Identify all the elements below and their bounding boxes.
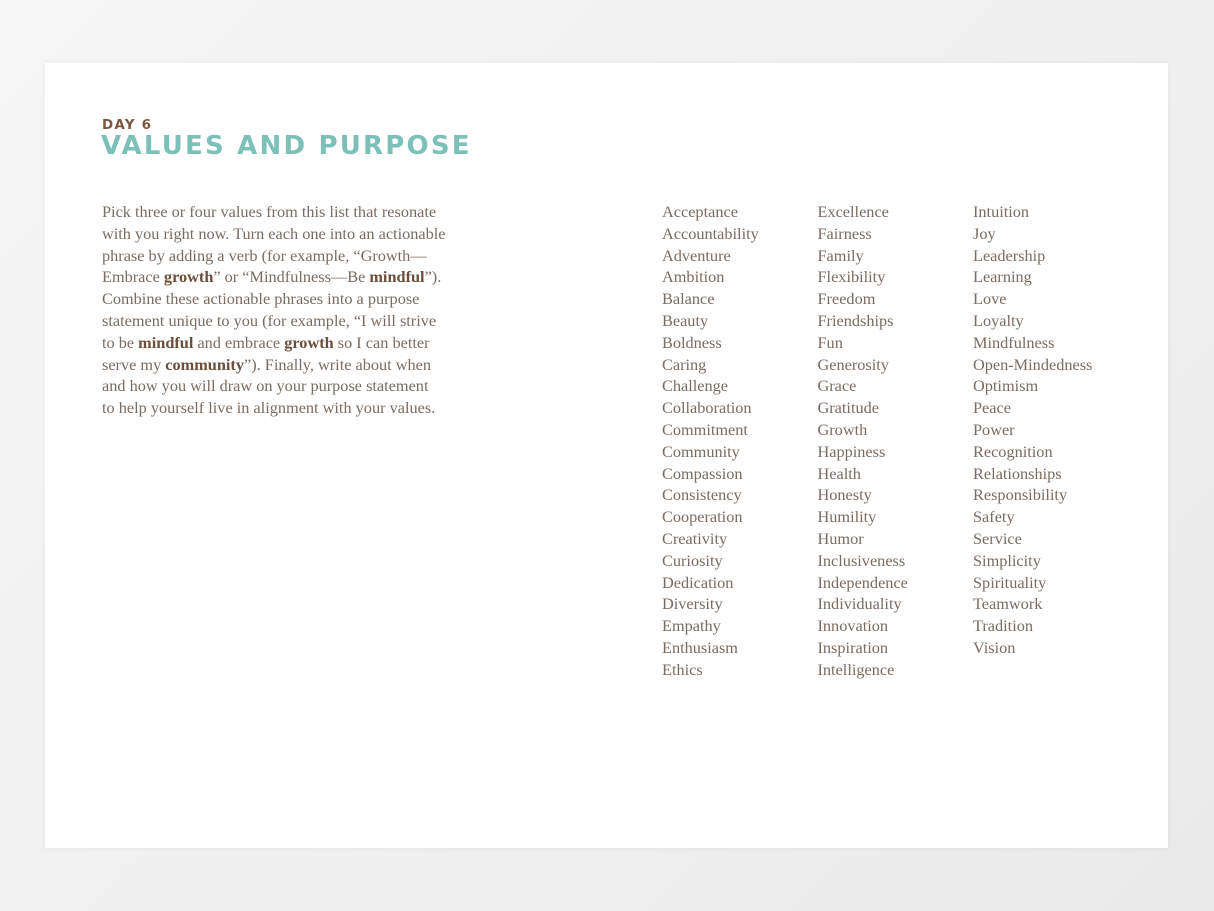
emphasized-word: growth bbox=[284, 332, 334, 352]
text-segment: Combine these actionable phrases into a purpose bbox=[102, 289, 420, 309]
instructions-line bbox=[102, 310, 492, 332]
value-item: Community bbox=[662, 441, 740, 461]
value-item: Compassion bbox=[662, 463, 743, 483]
value-item: Challenge bbox=[662, 376, 729, 396]
value-item: Caring bbox=[662, 354, 707, 374]
value-item: Joy bbox=[973, 223, 996, 243]
value-item: Service bbox=[973, 528, 1022, 548]
instructions-paragraph bbox=[102, 201, 492, 419]
value-item: Responsibility bbox=[973, 485, 1068, 505]
value-item: Creativity bbox=[662, 528, 728, 548]
text-segment: serve my bbox=[102, 354, 166, 374]
value-item: Humor bbox=[817, 528, 864, 548]
emphasized-word: community bbox=[165, 354, 244, 374]
values-column-2 bbox=[818, 201, 974, 681]
value-item: Individuality bbox=[817, 594, 902, 614]
value-item: Optimism bbox=[973, 376, 1039, 396]
values-column-1 bbox=[662, 201, 818, 681]
value-item: Tradition bbox=[973, 616, 1034, 636]
value-item: Honesty bbox=[817, 485, 872, 505]
value-item: Loyalty bbox=[973, 310, 1024, 330]
text-segment: and embrace bbox=[193, 332, 285, 352]
value-item: Beauty bbox=[662, 310, 709, 330]
value-item: Dedication bbox=[662, 572, 734, 592]
value-item: Fairness bbox=[817, 223, 872, 243]
text-segment: phrase by adding a verb (for example, “Growth— bbox=[102, 245, 427, 265]
value-item: Consistency bbox=[662, 485, 742, 505]
value-item: Relationships bbox=[973, 463, 1062, 483]
value-item: Freedom bbox=[817, 289, 876, 309]
text-segment: to be bbox=[102, 332, 139, 352]
emphasized-word: mindful bbox=[369, 267, 425, 287]
value-item: Acceptance bbox=[662, 202, 738, 221]
value-item: Spirituality bbox=[973, 572, 1047, 592]
text-segment: ”). Finally, write about when bbox=[243, 354, 432, 374]
value-item: Boldness bbox=[662, 332, 722, 352]
day-label: DAY 6 bbox=[102, 117, 153, 133]
instructions-line bbox=[102, 223, 492, 245]
value-item: Enthusiasm bbox=[662, 637, 738, 657]
emphasized-word: growth bbox=[163, 267, 214, 287]
value-item: Intuition bbox=[973, 202, 1030, 221]
value-item: Happiness bbox=[817, 441, 886, 461]
value-item: Ethics bbox=[662, 659, 703, 679]
value-item: Recognition bbox=[973, 441, 1053, 461]
value-item: Accountability bbox=[662, 223, 759, 243]
value-item: Leadership bbox=[973, 245, 1046, 265]
value-item: Teamwork bbox=[973, 594, 1043, 614]
value-item: Diversity bbox=[662, 594, 723, 614]
value-item: Inspiration bbox=[817, 637, 889, 657]
text-segment: with you right now. Turn each one into an actionable bbox=[102, 223, 446, 243]
text-segment: statement unique to you (for example, “I will strive bbox=[102, 310, 437, 330]
value-item: Family bbox=[817, 245, 864, 265]
value-item: Excellence bbox=[817, 202, 889, 221]
value-item: Commitment bbox=[662, 419, 748, 439]
value-item: Intelligence bbox=[817, 659, 895, 679]
values-column-3 bbox=[973, 201, 1129, 681]
value-item: Cooperation bbox=[662, 507, 743, 527]
value-item: Humility bbox=[817, 507, 877, 527]
values-list bbox=[662, 201, 1129, 681]
text-segment: Embrace bbox=[102, 267, 164, 287]
value-item: Balance bbox=[662, 289, 715, 309]
value-item: Friendships bbox=[817, 310, 894, 330]
value-item: Love bbox=[973, 289, 1007, 309]
value-item: Fun bbox=[817, 332, 843, 352]
value-item: Growth bbox=[817, 419, 868, 439]
value-item: Simplicity bbox=[973, 550, 1041, 570]
value-item: Mindfulness bbox=[973, 332, 1055, 352]
value-item: Collaboration bbox=[662, 398, 752, 418]
value-item: Ambition bbox=[662, 267, 725, 287]
instructions-line bbox=[102, 288, 492, 310]
value-item: Adventure bbox=[662, 245, 731, 265]
value-item: Safety bbox=[973, 507, 1015, 527]
instructions-line bbox=[102, 332, 492, 354]
instructions-line bbox=[102, 201, 492, 223]
value-item: Open-Mindedness bbox=[973, 354, 1093, 374]
value-item: Flexibility bbox=[817, 267, 886, 287]
value-item: Gratitude bbox=[817, 398, 879, 418]
value-item: Peace bbox=[973, 398, 1011, 418]
value-item: Innovation bbox=[817, 616, 889, 636]
instructions-line bbox=[102, 266, 492, 288]
text-segment: to help yourself live in alignment with your values. bbox=[102, 398, 436, 418]
page-title: VALUES AND PURPOSE bbox=[101, 131, 472, 161]
value-item: Empathy bbox=[662, 616, 721, 636]
text-segment: ”). bbox=[424, 267, 442, 287]
value-item: Learning bbox=[973, 267, 1032, 287]
text-segment: Pick three or four values from this list that resonate bbox=[102, 202, 437, 221]
instructions-line bbox=[102, 245, 492, 267]
value-item: Independence bbox=[817, 572, 908, 592]
workbook-page bbox=[45, 63, 1168, 848]
value-item: Inclusiveness bbox=[817, 550, 906, 570]
text-segment: ” or “Mindfulness—Be bbox=[213, 267, 370, 287]
text-segment: so I can better bbox=[333, 332, 430, 352]
text-segment: and how you will draw on your purpose statement bbox=[102, 376, 429, 396]
value-item: Power bbox=[973, 419, 1015, 439]
instructions-line bbox=[102, 375, 492, 397]
value-item: Curiosity bbox=[662, 550, 723, 570]
value-item: Grace bbox=[817, 376, 857, 396]
instructions-line bbox=[102, 354, 492, 376]
value-item: Generosity bbox=[817, 354, 889, 374]
value-item: Vision bbox=[973, 637, 1016, 657]
instructions-text bbox=[102, 201, 492, 419]
emphasized-word: mindful bbox=[138, 332, 194, 352]
value-item: Health bbox=[817, 463, 861, 483]
instructions-line bbox=[102, 397, 492, 419]
